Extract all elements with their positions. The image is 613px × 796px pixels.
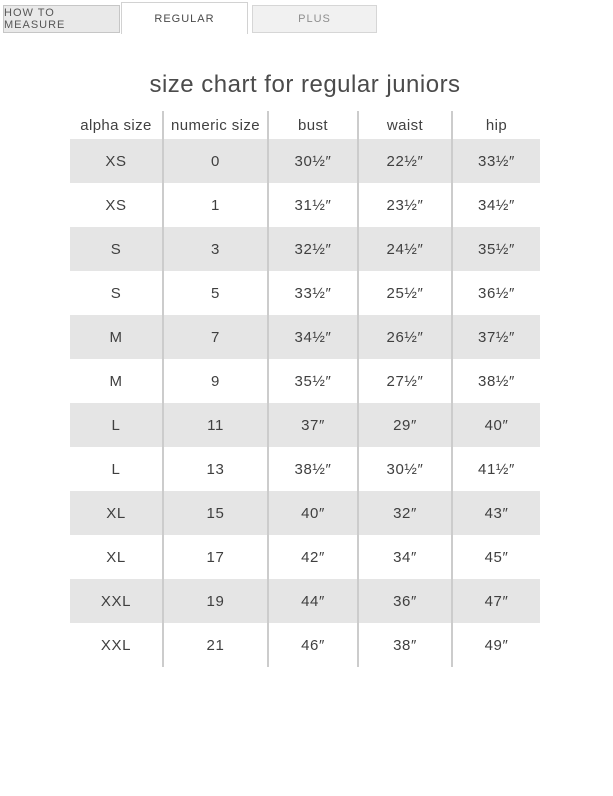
table-cell: M [70, 315, 163, 359]
table-row [70, 227, 540, 271]
table-cell: 45″ [452, 535, 540, 579]
size-chart-tabs [0, 0, 613, 34]
table-row [70, 139, 540, 183]
table-row [70, 447, 540, 491]
table-cell: 40″ [452, 403, 540, 447]
table-row [70, 315, 540, 359]
table-row [70, 579, 540, 623]
table-cell: XXL [100, 636, 132, 654]
table-cell: 40″ [268, 491, 358, 535]
table-cell: 34½″ [452, 183, 540, 227]
table-cell: L [70, 403, 163, 447]
table-cell: 7 [163, 315, 268, 359]
table-row [70, 271, 540, 315]
table-cell: 29″ [358, 403, 452, 447]
table-cell: 30½″ [268, 139, 358, 183]
size-table [70, 111, 540, 667]
table-cell: 38½″ [452, 359, 540, 403]
size-table-body [70, 139, 540, 667]
table-cell: 36″ [358, 579, 452, 623]
table-cell: 32″ [358, 491, 452, 535]
table-cell: 23½″ [358, 183, 452, 227]
table-cell: 11 [163, 403, 268, 447]
table-cell: 35½″ [268, 359, 358, 403]
tab-plus[interactable]: PLUS [252, 5, 377, 33]
table-cell: S [70, 227, 163, 271]
table-cell: 38″ [358, 623, 452, 667]
table-cell: 34½″ [268, 315, 358, 359]
table-cell: 1 [163, 183, 268, 227]
table-cell: 31½″ [268, 183, 358, 227]
table-cell: 17 [163, 535, 268, 579]
table-cell: 44″ [268, 579, 358, 623]
table-row [70, 623, 540, 667]
table-cell: 43″ [452, 491, 540, 535]
table-cell: 46″ [268, 623, 358, 667]
table-cell: XS [105, 196, 127, 214]
table-row [70, 491, 540, 535]
table-cell: 5 [163, 271, 268, 315]
table-cell: 15 [163, 491, 268, 535]
table-cell: 36½″ [452, 271, 540, 315]
table-cell: 13 [163, 447, 268, 491]
table-cell: 30½″ [358, 447, 452, 491]
table-row [70, 403, 540, 447]
table-cell: 25½″ [358, 271, 452, 315]
table-cell: 49″ [452, 623, 540, 667]
table-row [70, 183, 540, 227]
table-cell: 42″ [268, 535, 358, 579]
table-row [70, 359, 540, 403]
table-cell: 9 [163, 359, 268, 403]
table-cell: 33½″ [268, 271, 358, 315]
table-cell: 21 [163, 623, 268, 667]
table-cell: 34″ [358, 535, 452, 579]
table-cell: XS [70, 139, 163, 183]
table-cell: XL [70, 491, 163, 535]
table-cell: 0 [163, 139, 268, 183]
column-header-alpha-size: alpha size [70, 111, 163, 139]
table-cell: 26½″ [358, 315, 452, 359]
table-row [70, 535, 540, 579]
tab-how-to-measure[interactable]: HOW TO MEASURE [3, 5, 120, 33]
page-title: size chart for regular juniors [149, 71, 461, 98]
column-header-numeric-size: numeric size [163, 111, 268, 139]
table-cell: 22½″ [358, 139, 452, 183]
table-cell: M [109, 372, 123, 390]
table-cell: 33½″ [452, 139, 540, 183]
table-cell: 32½″ [268, 227, 358, 271]
table-cell: 35½″ [452, 227, 540, 271]
table-cell: 47″ [452, 579, 540, 623]
column-header-bust: bust [268, 111, 358, 139]
size-chart-panel [70, 71, 540, 667]
size-table-header [70, 111, 540, 139]
table-cell: 24½″ [358, 227, 452, 271]
table-cell: 41½″ [452, 447, 540, 491]
column-header-waist: waist [358, 111, 452, 139]
table-cell: 27½″ [358, 359, 452, 403]
table-cell: XXL [70, 579, 163, 623]
table-cell: 37″ [268, 403, 358, 447]
table-cell: 37½″ [452, 315, 540, 359]
table-cell: L [111, 460, 121, 478]
table-cell: XL [106, 548, 126, 566]
table-cell: 38½″ [268, 447, 358, 491]
table-cell: 19 [163, 579, 268, 623]
table-cell: S [110, 284, 122, 302]
tab-regular[interactable]: REGULAR [121, 2, 248, 34]
column-header-hip: hip [452, 111, 540, 139]
table-cell: 3 [163, 227, 268, 271]
